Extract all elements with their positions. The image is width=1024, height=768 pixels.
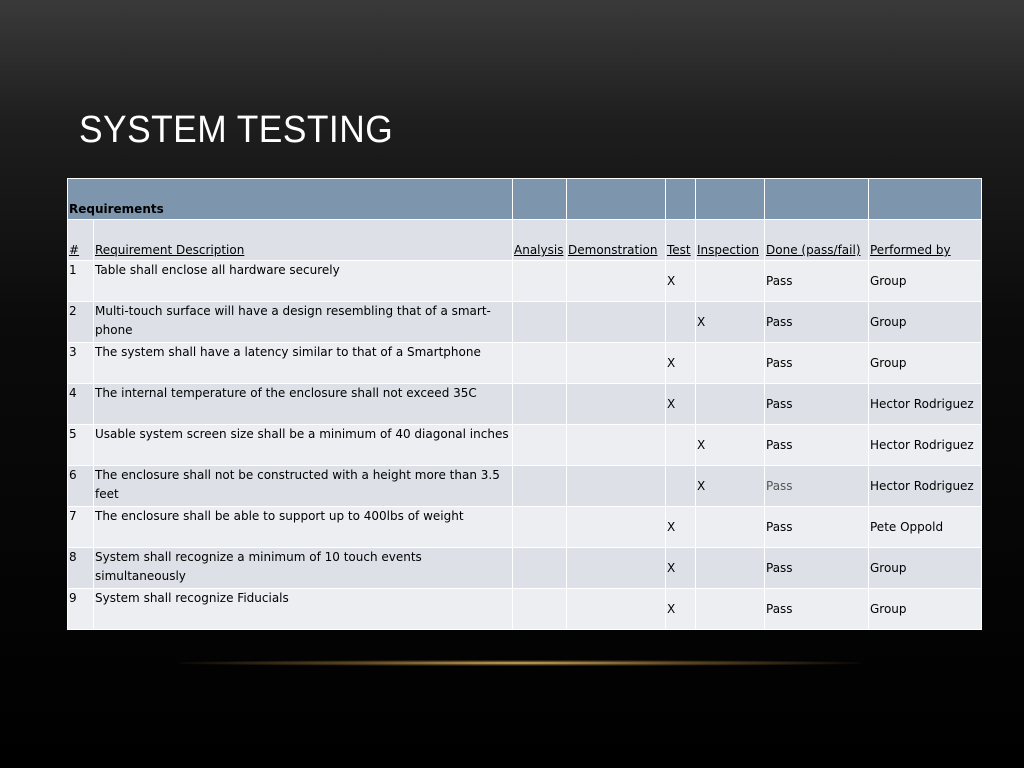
table-row <box>68 589 982 630</box>
row-demonstration <box>567 548 666 589</box>
row-analysis <box>513 589 567 630</box>
column-header-done: Done (pass/fail) <box>765 220 869 261</box>
row-description: System shall recognize Fiducials <box>94 589 513 630</box>
row-done: Pass <box>765 589 869 630</box>
column-header-performed-by: Performed by <box>869 220 982 261</box>
row-analysis <box>513 466 567 507</box>
row-number: 9 <box>68 589 94 630</box>
row-number: 7 <box>68 507 94 548</box>
row-analysis <box>513 507 567 548</box>
row-performed-by: Group <box>869 302 982 343</box>
row-demonstration <box>567 343 666 384</box>
column-header-inspection: Inspection <box>696 220 765 261</box>
row-test: X <box>666 507 696 548</box>
row-number: 5 <box>68 425 94 466</box>
row-analysis <box>513 302 567 343</box>
row-demonstration <box>567 466 666 507</box>
row-number: 2 <box>68 302 94 343</box>
row-performed-by: Group <box>869 343 982 384</box>
row-number: 4 <box>68 384 94 425</box>
row-done: Pass <box>765 507 869 548</box>
row-demonstration <box>567 384 666 425</box>
row-inspection <box>696 384 765 425</box>
table-row <box>68 425 982 466</box>
row-test: X <box>666 384 696 425</box>
row-analysis <box>513 384 567 425</box>
column-header-analysis: Analysis <box>513 220 567 261</box>
section-header: Requirements <box>68 179 513 220</box>
row-inspection <box>696 343 765 384</box>
row-inspection: X <box>696 466 765 507</box>
column-header-num: # <box>68 220 94 261</box>
row-number: 3 <box>68 343 94 384</box>
row-demonstration <box>567 425 666 466</box>
row-performed-by: Pete Oppold <box>869 507 982 548</box>
column-header-demonstration: Demonstration <box>567 220 666 261</box>
row-description: The internal temperature of the enclosure shall not exceed 35C <box>94 384 513 425</box>
row-test: X <box>666 343 696 384</box>
row-test: X <box>666 589 696 630</box>
row-performed-by: Hector Rodriguez <box>869 466 982 507</box>
row-analysis <box>513 261 567 302</box>
row-inspection <box>696 589 765 630</box>
table-row <box>68 384 982 425</box>
requirements-table-container <box>67 178 981 630</box>
row-analysis <box>513 548 567 589</box>
table-row <box>68 302 982 343</box>
row-analysis <box>513 425 567 466</box>
row-demonstration <box>567 507 666 548</box>
row-description: The system shall have a latency similar to that of a Smartphone <box>94 343 513 384</box>
decorative-glow-divider <box>180 660 860 666</box>
row-number: 8 <box>68 548 94 589</box>
row-performed-by: Group <box>869 261 982 302</box>
row-inspection <box>696 548 765 589</box>
row-number: 1 <box>68 261 94 302</box>
row-demonstration <box>567 589 666 630</box>
row-description: Multi-touch surface will have a design resembling that of a smart-phone <box>94 302 513 343</box>
row-performed-by: Hector Rodriguez <box>869 384 982 425</box>
row-test <box>666 466 696 507</box>
row-description: The enclosure shall not be constructed with a height more than 3.5 feet <box>94 466 513 507</box>
row-inspection: X <box>696 425 765 466</box>
column-header-test: Test <box>666 220 696 261</box>
row-description: Usable system screen size shall be a minimum of 40 diagonal inches <box>94 425 513 466</box>
table-row <box>68 548 982 589</box>
row-description: The enclosure shall be able to support up to 400lbs of weight <box>94 507 513 548</box>
table-row <box>68 507 982 548</box>
row-performed-by: Hector Rodriguez <box>869 425 982 466</box>
row-performed-by: Group <box>869 548 982 589</box>
requirements-table <box>67 178 982 630</box>
row-test <box>666 302 696 343</box>
row-description: Table shall enclose all hardware securely <box>94 261 513 302</box>
row-test: X <box>666 548 696 589</box>
table-row <box>68 343 982 384</box>
row-done: Pass <box>765 384 869 425</box>
row-done: Pass <box>765 343 869 384</box>
row-test: X <box>666 261 696 302</box>
table-row <box>68 466 982 507</box>
row-description: System shall recognize a minimum of 10 touch events simultaneously <box>94 548 513 589</box>
row-done: Pass <box>765 548 869 589</box>
row-done: Pass <box>765 302 869 343</box>
row-number: 6 <box>68 466 94 507</box>
column-header-row <box>68 220 982 261</box>
row-demonstration <box>567 302 666 343</box>
row-performed-by: Group <box>869 589 982 630</box>
column-header-description: Requirement Description <box>94 220 513 261</box>
row-test <box>666 425 696 466</box>
row-done: Pass <box>765 425 869 466</box>
row-done: Pass <box>765 466 869 507</box>
row-analysis <box>513 343 567 384</box>
section-header-row <box>68 179 982 220</box>
row-demonstration <box>567 261 666 302</box>
row-inspection <box>696 261 765 302</box>
slide-title: SYSTEM TESTING <box>79 109 394 151</box>
row-inspection: X <box>696 302 765 343</box>
row-inspection <box>696 507 765 548</box>
row-done: Pass <box>765 261 869 302</box>
table-row <box>68 261 982 302</box>
